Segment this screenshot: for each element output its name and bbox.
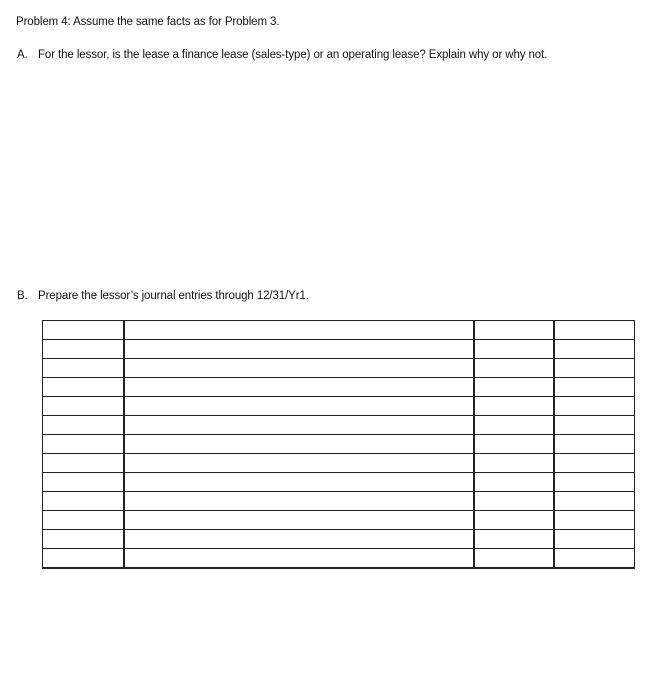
date-cell[interactable] [43, 492, 124, 511]
question-b-text: Prepare the lessor’s journal entries through 12/31/Yr1. [38, 290, 309, 302]
account-cell[interactable] [124, 511, 474, 530]
question-a [17, 49, 547, 61]
journal-entry-table-body [43, 321, 635, 569]
table-row [43, 549, 635, 569]
table-row [43, 359, 635, 378]
credit-cell[interactable] [554, 397, 635, 416]
debit-cell[interactable] [474, 492, 554, 511]
debit-cell[interactable] [474, 416, 554, 435]
question-b-marker: B. [17, 290, 28, 302]
account-cell[interactable] [124, 492, 474, 511]
credit-cell[interactable] [554, 473, 635, 492]
table-row [43, 340, 635, 359]
credit-cell[interactable] [554, 549, 635, 569]
date-cell[interactable] [43, 549, 124, 569]
credit-cell[interactable] [554, 321, 635, 340]
account-cell[interactable] [124, 454, 474, 473]
debit-cell[interactable] [474, 378, 554, 397]
credit-cell[interactable] [554, 435, 635, 454]
table-row [43, 321, 635, 340]
account-cell[interactable] [124, 530, 474, 549]
table-row [43, 416, 635, 435]
account-cell[interactable] [124, 359, 474, 378]
journal-entry-table [42, 320, 635, 569]
table-row [43, 397, 635, 416]
credit-cell[interactable] [554, 359, 635, 378]
debit-cell[interactable] [474, 454, 554, 473]
date-cell[interactable] [43, 397, 124, 416]
date-cell[interactable] [43, 378, 124, 397]
date-cell[interactable] [43, 511, 124, 530]
account-cell[interactable] [124, 549, 474, 569]
table-row [43, 378, 635, 397]
credit-cell[interactable] [554, 511, 635, 530]
debit-cell[interactable] [474, 435, 554, 454]
table-row [43, 511, 635, 530]
debit-cell[interactable] [474, 511, 554, 530]
account-cell[interactable] [124, 416, 474, 435]
table-row [43, 530, 635, 549]
date-cell[interactable] [43, 530, 124, 549]
debit-cell[interactable] [474, 549, 554, 569]
credit-cell[interactable] [554, 492, 635, 511]
account-cell[interactable] [124, 397, 474, 416]
debit-cell[interactable] [474, 340, 554, 359]
account-cell[interactable] [124, 473, 474, 492]
account-cell[interactable] [124, 435, 474, 454]
date-cell[interactable] [43, 435, 124, 454]
debit-cell[interactable] [474, 359, 554, 378]
table-row [43, 492, 635, 511]
account-cell[interactable] [124, 321, 474, 340]
problem-heading: Problem 4: Assume the same facts as for Problem 3. [16, 16, 280, 28]
question-a-text: For the lessor, is the lease a finance lease (sales-type) or an operating lease? Explain why or why not. [38, 49, 548, 61]
credit-cell[interactable] [554, 416, 635, 435]
debit-cell[interactable] [474, 321, 554, 340]
account-cell[interactable] [124, 340, 474, 359]
date-cell[interactable] [43, 473, 124, 492]
debit-cell[interactable] [474, 397, 554, 416]
date-cell[interactable] [43, 340, 124, 359]
date-cell[interactable] [43, 321, 124, 340]
table-row [43, 435, 635, 454]
credit-cell[interactable] [554, 454, 635, 473]
debit-cell[interactable] [474, 530, 554, 549]
date-cell[interactable] [43, 454, 124, 473]
credit-cell[interactable] [554, 340, 635, 359]
date-cell[interactable] [43, 359, 124, 378]
table-row [43, 473, 635, 492]
debit-cell[interactable] [474, 473, 554, 492]
date-cell[interactable] [43, 416, 124, 435]
question-a-marker: A. [17, 49, 28, 61]
credit-cell[interactable] [554, 378, 635, 397]
table-row [43, 454, 635, 473]
question-b [17, 290, 309, 302]
credit-cell[interactable] [554, 530, 635, 549]
account-cell[interactable] [124, 378, 474, 397]
